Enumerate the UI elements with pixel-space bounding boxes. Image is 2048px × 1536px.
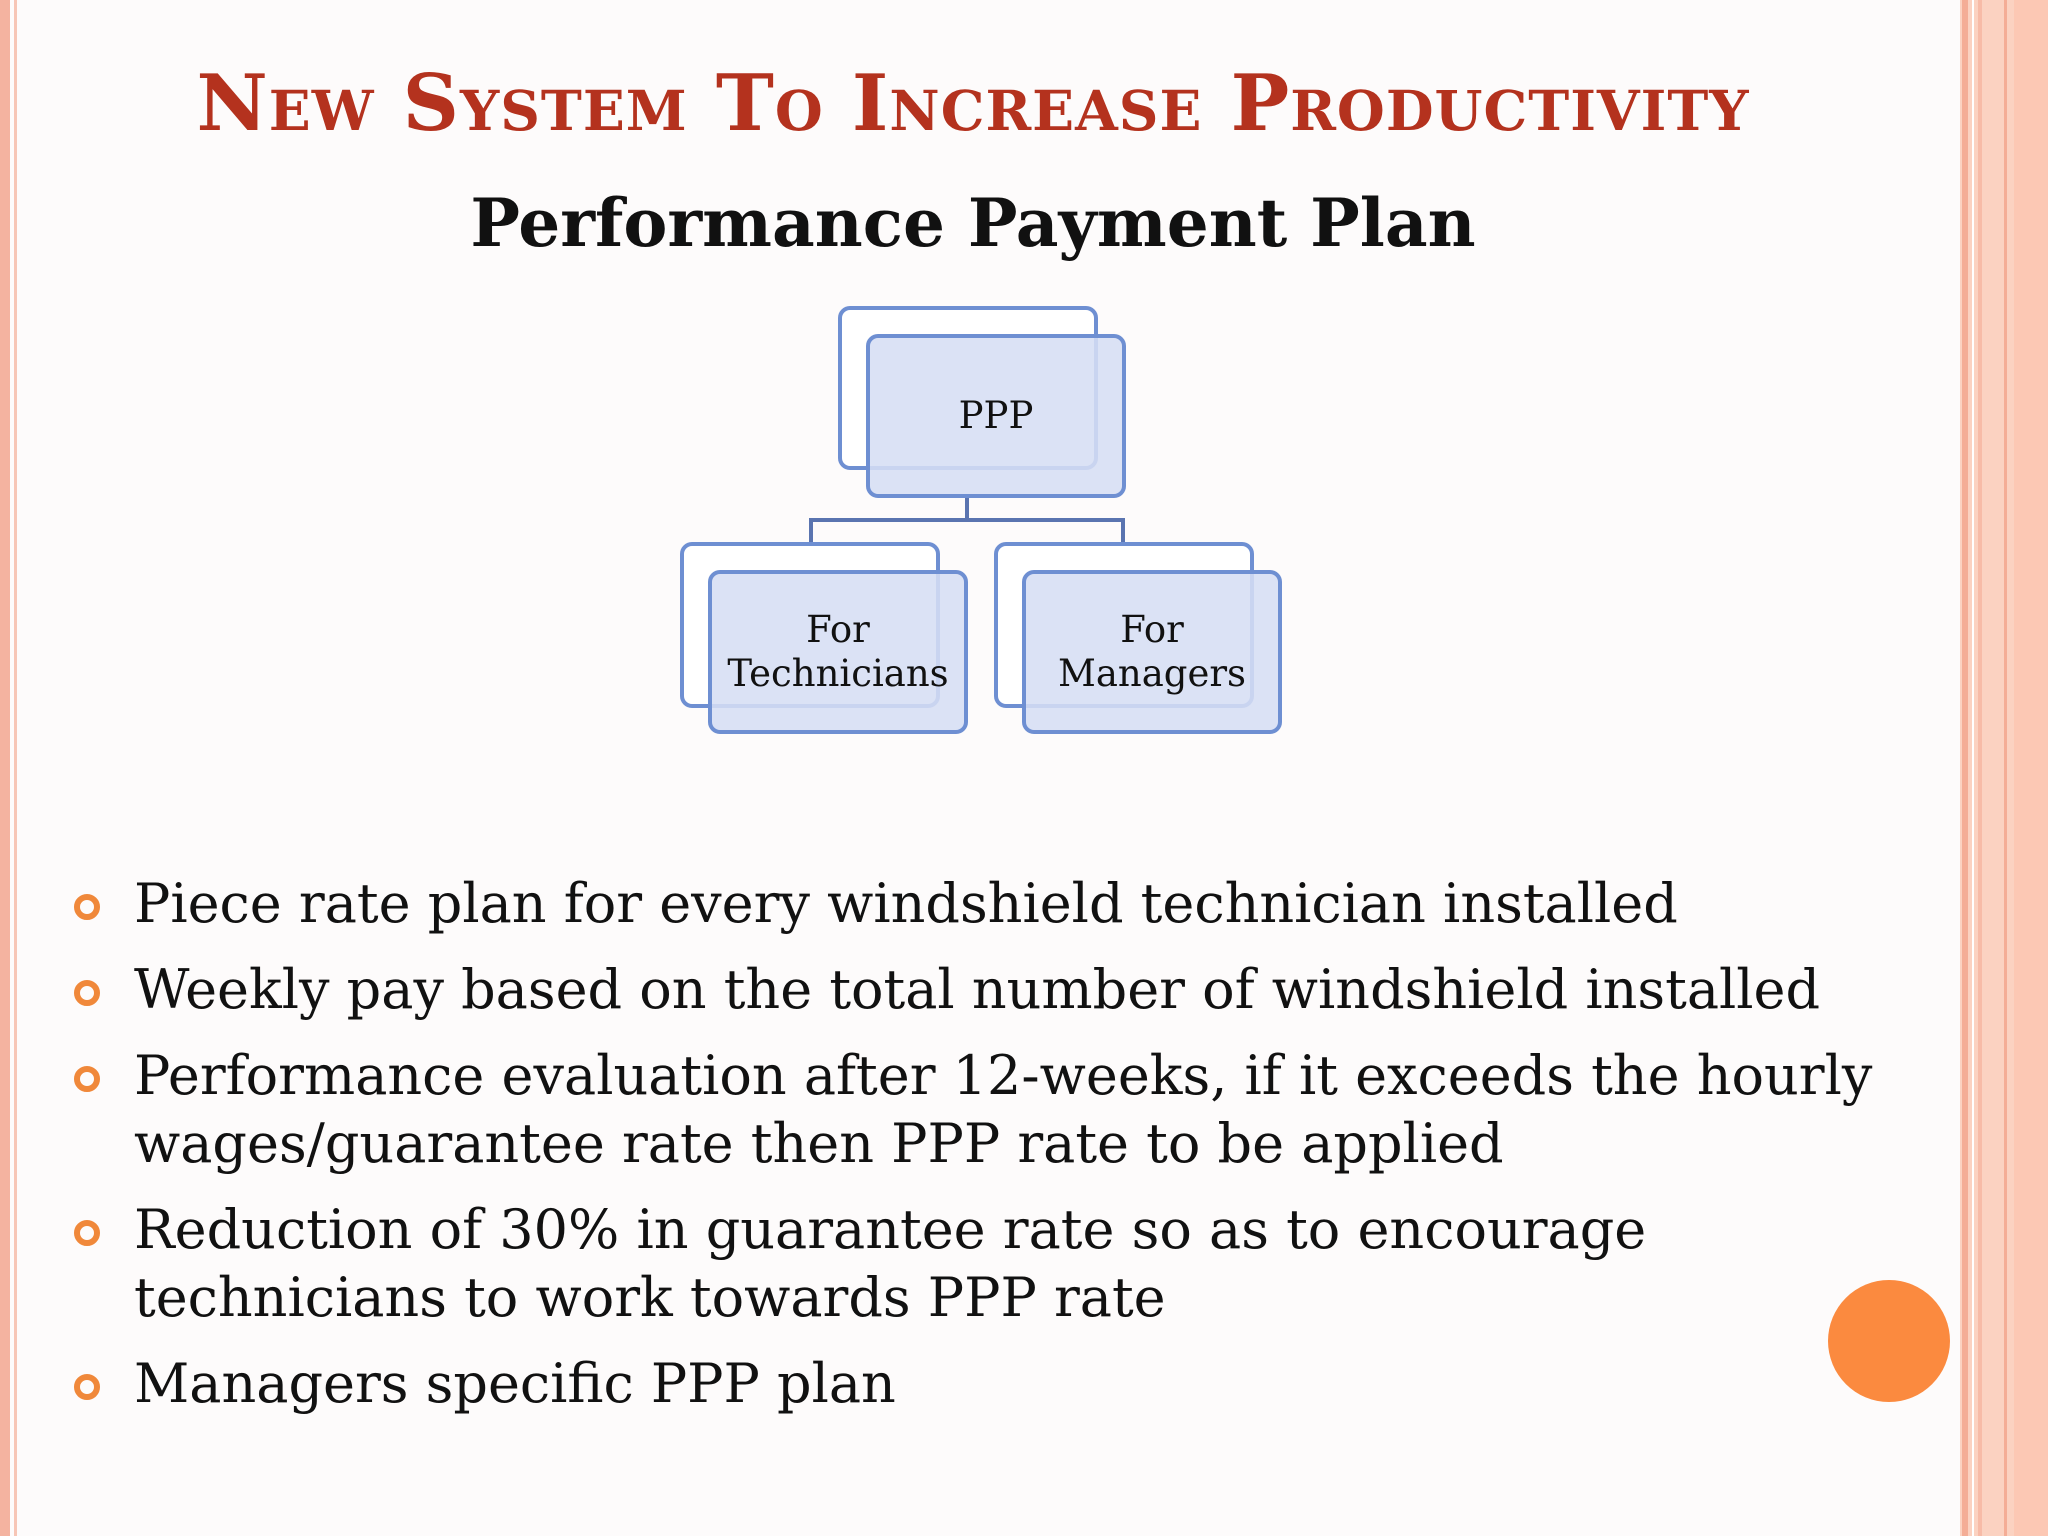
decorative-orange-circle	[1828, 1280, 1950, 1402]
root-node	[866, 334, 1126, 498]
slide-title: New System To Increase Productivity	[196, 58, 1750, 149]
connector-horizontal	[809, 518, 1125, 522]
bullet-text: Managers specific PPP plan	[134, 1352, 896, 1415]
child-node-label-line: For	[806, 608, 870, 651]
child-node-technicians	[708, 570, 968, 734]
bullet-item	[70, 1196, 1950, 1332]
bullet-item	[70, 870, 1950, 938]
slide-subtitle: Performance Payment Plan	[470, 184, 1476, 262]
child-node-label-line: Technicians	[727, 652, 949, 695]
bullet-text: Performance evaluation after 12-weeks, if it exceeds the hourly wages/guarantee rate then PPP rate to be applied	[134, 1044, 1873, 1175]
circle-bullet-icon	[74, 1220, 100, 1246]
bullet-item	[70, 1350, 1950, 1418]
connector-vertical-right	[1121, 518, 1125, 544]
connector-vertical-root	[965, 498, 969, 520]
child-node-label	[727, 608, 948, 696]
child-node-label-line: For	[1120, 608, 1184, 651]
child-node-label	[1058, 608, 1246, 696]
circle-bullet-icon	[74, 1066, 100, 1092]
circle-bullet-icon	[74, 894, 100, 920]
root-node-label: PPP	[958, 394, 1034, 437]
connector-vertical-left	[809, 518, 813, 544]
bullet-text: Piece rate plan for every windshield technician installed	[134, 872, 1678, 935]
bullet-item	[70, 1042, 1950, 1178]
bullet-list	[70, 870, 1950, 1436]
circle-bullet-icon	[74, 980, 100, 1006]
bullet-text: Reduction of 30% in guarantee rate so as to encourage technicians to work towards PPP rate	[134, 1198, 1647, 1329]
bullet-item	[70, 956, 1950, 1024]
child-node-label-line: Managers	[1057, 652, 1247, 695]
bullet-text: Weekly pay based on the total number of windshield installed	[134, 958, 1821, 1021]
circle-bullet-icon	[74, 1374, 100, 1400]
child-node-managers	[1022, 570, 1282, 734]
